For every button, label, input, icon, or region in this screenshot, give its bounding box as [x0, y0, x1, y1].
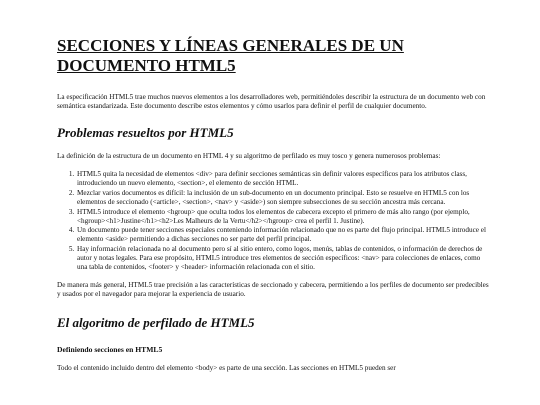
- section-heading-algoritmo: El algoritmo de perfilado de HTML5: [57, 314, 255, 330]
- list-item: 5. Hay información relacionada no al documento pero sí al sitio entero, como logos, menús, tablas de contenidos, o información de derechos de autor y notas legales. Para ese propósito, HTML5 introduce tres elementos de sección específicos: <nav> para colecciones de enlaces, como una tabla de contenidos, <footer> y <header> información relacionada con el sitio.: [76, 245, 491, 272]
- document-page: [57, 0, 491, 373]
- list-item: 3. HTML5 introduce el elemento <hgroup> que oculta todos los elementos de cabecera excepto el primero de más alto rango (por ejemplo, <hgroup><h1>Justine</h1><h2>Les Malheurs de la Vertu</h2></hgroup> crea el perfil 1. Justine).: [76, 208, 491, 226]
- problems-lead-paragraph: La definición de la estructura de un documento en HTML 4 y su algoritmo de perfilado es muy tosco y genera numerosos problemas:: [57, 152, 441, 161]
- section-heading-problemas: Problemas resueltos por HTML5: [57, 125, 234, 141]
- page-title: SECCIONES Y LÍNEAS GENERALES DE UN DOCUMENTO HTML5: [57, 36, 404, 75]
- list-item: 4. Un documento puede tener secciones especiales conteniendo información relacionado que no es parte del flujo principal. HTML5 introduce el elemento <aside> permitiendo a dichas secciones no ser parte del perfil principal.: [76, 226, 491, 244]
- list-item: 1. HTML5 quita la necesidad de elementos <div> para definir secciones semánticas sin definir valores específicos para los atributos class, introduciendo un nuevo elemento, <section>, el elemento de sección HTML.: [76, 170, 491, 188]
- summary-paragraph: De manera más general, HTML5 trae precisión a las características de seccionado y cabecera, permitiendo a los perfiles de documento ser predecibles y usados por el navegador para mejorar la experiencia de usuario.: [57, 281, 489, 299]
- intro-paragraph: La especificación HTML5 trae muchos nuevos elementos a los desarrolladores web, permitiéndoles describir la estructura de un documento web con semántica estandarizada. Este documento describe estos elementos y cómo usarlos para definir el perfil de cualquier documento.: [57, 93, 486, 111]
- sections-paragraph: Todo el contenido incluido dentro del elemento <body> es parte de una sección. Las secciones en HTML5 pueden ser: [57, 363, 396, 372]
- problems-list: [57, 170, 491, 272]
- list-item: 2. Mezclar varios documentos es difícil: la inclusión de un sub-documento en un documento principal. Esto se resuelve en HTML5 con los elementos de seccionado (<article>, <section>, <nav> y <aside>) son siempre subsecciones de su sección ancestra más cercana.: [76, 189, 491, 207]
- subsection-heading-definiendo: Definiendo secciones en HTML5: [57, 344, 163, 354]
